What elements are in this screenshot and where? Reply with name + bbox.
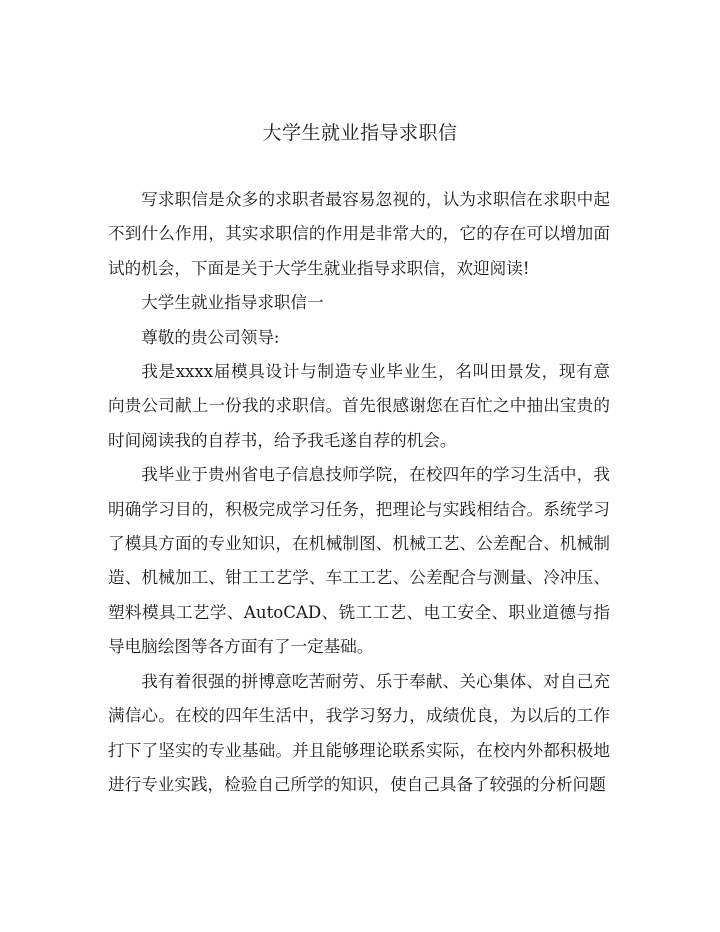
paragraph-salutation: 尊敬的贵公司领导:	[141, 327, 280, 347]
document-body	[108, 183, 610, 802]
paragraph-intro: 写求职信是众多的求职者最容易忽视的，认为求职信在求职中起不到什么作用，其实求职信的作用是非常大的，它的存在可以增加面试的机会，下面是关于大学生就业指导求职信，欢迎阅读!	[108, 190, 610, 278]
paragraph-self-intro: 我是xxxx届模具设计与制造专业毕业生，名叫田景发，现有意向贵公司献上一份我的求职信。首先很感谢您在百忙之中抽出宝贵的时间阅读我的自荐书，给予我毛遂自荐的机会。	[108, 362, 610, 450]
document-title: 大学生就业指导求职信	[262, 122, 458, 144]
paragraph-qualities: 我有着很强的拼博意吃苦耐劳、乐于奉献、关心集体、对自己充满信心。在校的四年生活中，我学习努力，成绩优良，为以后的工作打下了坚实的专业基础。并且能够理论联系实际，在校内外都积极地进行专业实践，检验自己所学的知识，使自己具备了较强的分析问题	[108, 671, 610, 794]
paragraph-letter-heading: 大学生就业指导求职信一	[141, 293, 324, 313]
paragraph-education: 我毕业于贵州省电子信息技师学院，在校四年的学习生活中，我明确学习目的，积极完成学习任务，把理论与实践相结合。系统学习了模具方面的专业知识，在机械制图、机械工艺、公差配合、机械制造、机械加工、钳工工艺学、车工工艺、公差配合与测量、冷冲压、塑料模具工艺学、AutoCAD、铣工工艺、电工安全、职业道德与指导电脑绘图等各方面有了一定基础。	[108, 465, 610, 657]
